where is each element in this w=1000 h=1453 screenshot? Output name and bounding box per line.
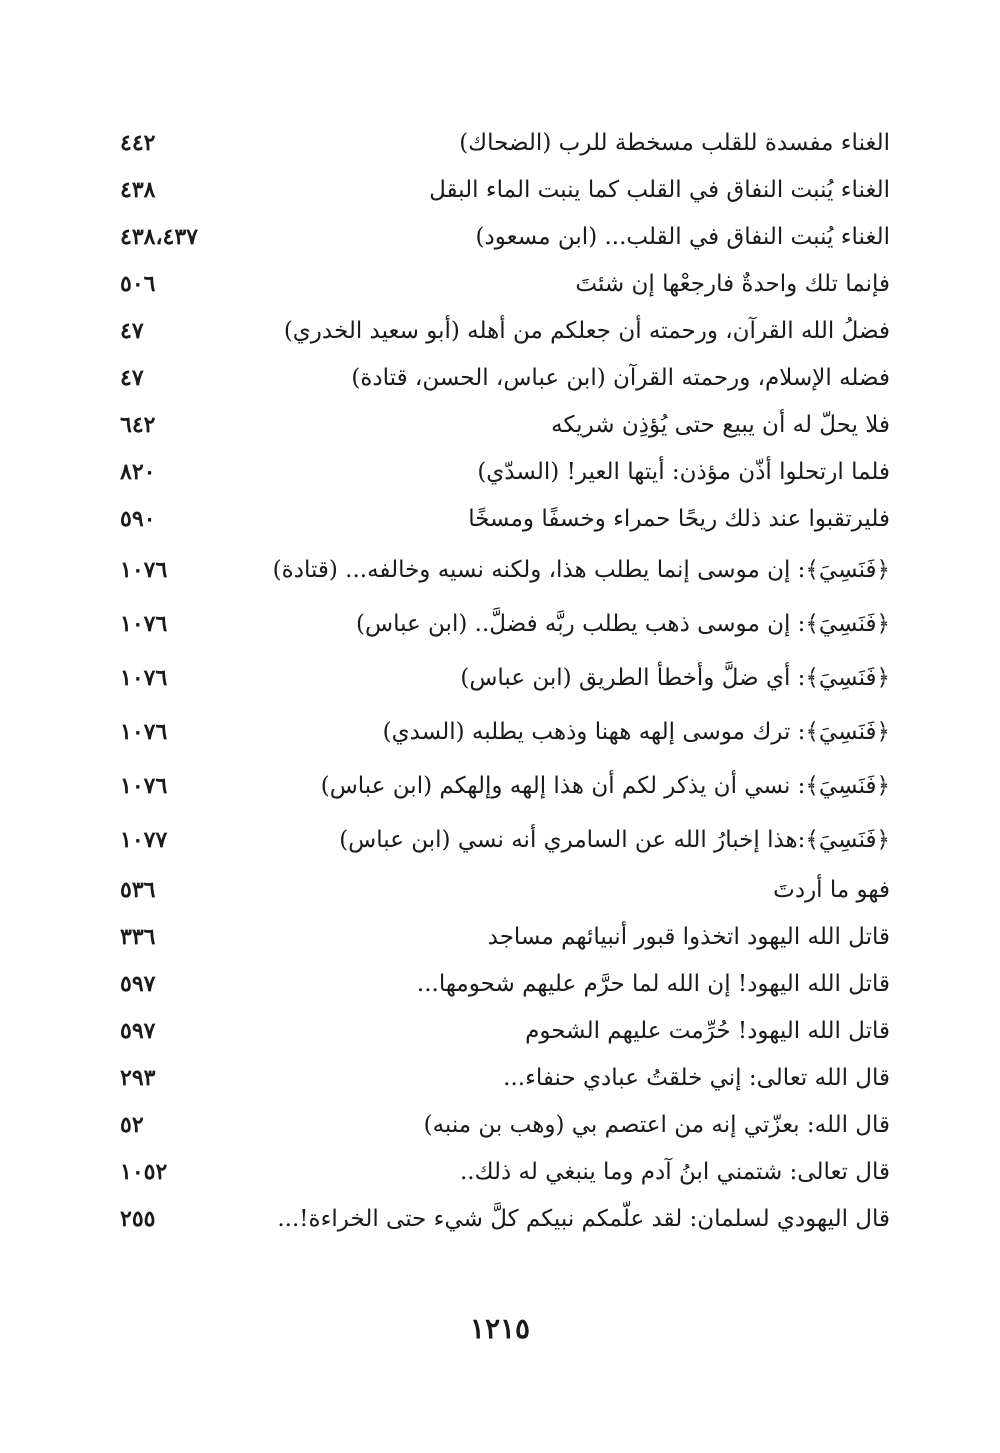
entry-page-ref: ٤٤٢ xyxy=(120,130,156,156)
entry-text: فضلُ الله القرآن، ورحمته أن جعلكم من أهله (أبو سعيد الخدري) xyxy=(283,318,890,344)
index-entry xyxy=(120,402,890,449)
index-entry xyxy=(120,308,890,355)
index-entry xyxy=(120,597,890,651)
index-entry xyxy=(120,261,890,308)
index-entry xyxy=(120,1149,890,1196)
entry-page-ref: ١٠٧٦ xyxy=(120,557,168,583)
entry-text: ﴿فَنَسِيَ﴾: ترك موسى إلهه ههنا وذهب يطلبه (السدي) xyxy=(382,719,890,745)
entry-text: قال اليهودي لسلمان: لقد علّمكم نبيكم كلَّ شيء حتى الخراءة!... xyxy=(277,1206,890,1232)
entry-text: الغناء يُنبت النفاق في القلب كما ينبت الماء البقل xyxy=(429,177,890,203)
entry-page-ref: ٨٢٠ xyxy=(120,459,156,485)
entry-text: قاتل الله اليهود اتخذوا قبور أنبيائهم مساجد xyxy=(487,924,890,950)
entry-page-ref: ١٠٧٦ xyxy=(120,719,168,745)
index-entry xyxy=(120,355,890,402)
entry-page-ref: ١٠٧٦ xyxy=(120,773,168,799)
page-number: ١٢١٥ xyxy=(469,1312,531,1345)
entry-page-ref: ٥٣٦ xyxy=(120,877,156,903)
index-entry xyxy=(120,543,890,597)
index-entry xyxy=(120,651,890,705)
index-entry xyxy=(120,867,890,914)
entry-page-ref: ٤٧ xyxy=(120,365,144,391)
entry-text: ﴿فَنَسِيَ﴾: أي ضلَّ وأخطأ الطريق (ابن عباس) xyxy=(460,665,890,691)
entry-text: قال الله تعالى: إني خلقتُ عبادي حنفاء... xyxy=(503,1065,890,1091)
index-entry xyxy=(120,813,890,867)
entry-text: الغناء مفسدة للقلب مسخطة للرب (الضحاك) xyxy=(459,130,890,156)
entry-text: ﴿فَنَسِيَ﴾: إن موسى إنما يطلب هذا، ولكنه نسيه وخالفه... (قتادة) xyxy=(272,557,890,583)
index-entry xyxy=(120,120,890,167)
entry-text: الغناء يُنبت النفاق في القلب... (ابن مسعود) xyxy=(475,224,890,250)
index-entry xyxy=(120,914,890,961)
index-entry xyxy=(120,759,890,813)
index-entry xyxy=(120,167,890,214)
entry-page-ref: ٢٩٣ xyxy=(120,1065,156,1091)
entry-text: ﴿فَنَسِيَ﴾: إن موسى ذهب يطلب ربَّه فضلَّ.. (ابن عباس) xyxy=(356,611,890,637)
entry-text: ﴿فَنَسِيَ﴾: نسي أن يذكر لكم أن هذا إلهه وإلهكم (ابن عباس) xyxy=(320,773,890,799)
entry-page-ref: ٥٩٧ xyxy=(120,971,156,997)
entry-text: فلما ارتحلوا أذّن مؤذن: أيتها العير! (السدّي) xyxy=(477,459,890,485)
entry-page-ref: ٦٤٢ xyxy=(120,412,156,438)
entry-text: فلا يحلّ له أن يبيع حتى يُؤذِن شريكه xyxy=(551,412,890,438)
entry-page-ref: ٥٠٦ xyxy=(120,271,156,297)
entry-page-ref: ٤٧ xyxy=(120,318,144,344)
entry-page-ref: ١٠٧٦ xyxy=(120,665,168,691)
index-entry xyxy=(120,1196,890,1243)
entry-text: قال الله: بعزّتي إنه من اعتصم بي (وهب بن منبه) xyxy=(423,1112,890,1138)
index-entry xyxy=(120,496,890,543)
index-entry xyxy=(120,1008,890,1055)
entry-text: قاتل الله اليهود! إن الله لما حرَّم عليهم شحومها... xyxy=(416,971,890,997)
entry-page-ref: ١٠٥٢ xyxy=(120,1159,168,1185)
index-entry xyxy=(120,214,890,261)
index-entry xyxy=(120,449,890,496)
entry-text: فهو ما أردتَ xyxy=(773,877,890,903)
index-entry xyxy=(120,961,890,1008)
entry-text: قاتل الله اليهود! حُرِّمت عليهم الشحوم xyxy=(525,1018,890,1044)
entry-page-ref: ٥٢ xyxy=(120,1112,144,1138)
entry-page-ref: ٣٣٦ xyxy=(120,924,156,950)
entry-text: فإنما تلك واحدةٌ فارجعْها إن شئتَ xyxy=(575,271,890,297)
entry-page-ref: ٥٩٠ xyxy=(120,506,156,532)
entry-page-ref: ١٠٧٧ xyxy=(120,827,168,853)
entry-text: قال تعالى: شتمني ابنُ آدم وما ينبغي له ذلك.. xyxy=(459,1159,890,1185)
index-entry xyxy=(120,1055,890,1102)
index-list xyxy=(120,120,890,1243)
entry-page-ref: ١٠٧٦ xyxy=(120,611,168,637)
entry-page-ref: ٥٩٧ xyxy=(120,1018,156,1044)
entry-page-ref: ٤٣٨،٤٣٧ xyxy=(120,224,198,250)
entry-text: فضله الإسلام، ورحمته القرآن (ابن عباس، الحسن، قتادة) xyxy=(351,365,890,391)
entry-text: ﴿فَنَسِيَ﴾:هذا إخبارُ الله عن السامري أنه نسي (ابن عباس) xyxy=(339,827,890,853)
index-entry xyxy=(120,1102,890,1149)
index-entry xyxy=(120,705,890,759)
entry-page-ref: ٤٣٨ xyxy=(120,177,156,203)
entry-text: فليرتقبوا عند ذلك ريحًا حمراء وخسفًا ومسخًا xyxy=(468,506,890,532)
entry-page-ref: ٢٥٥ xyxy=(120,1206,156,1232)
